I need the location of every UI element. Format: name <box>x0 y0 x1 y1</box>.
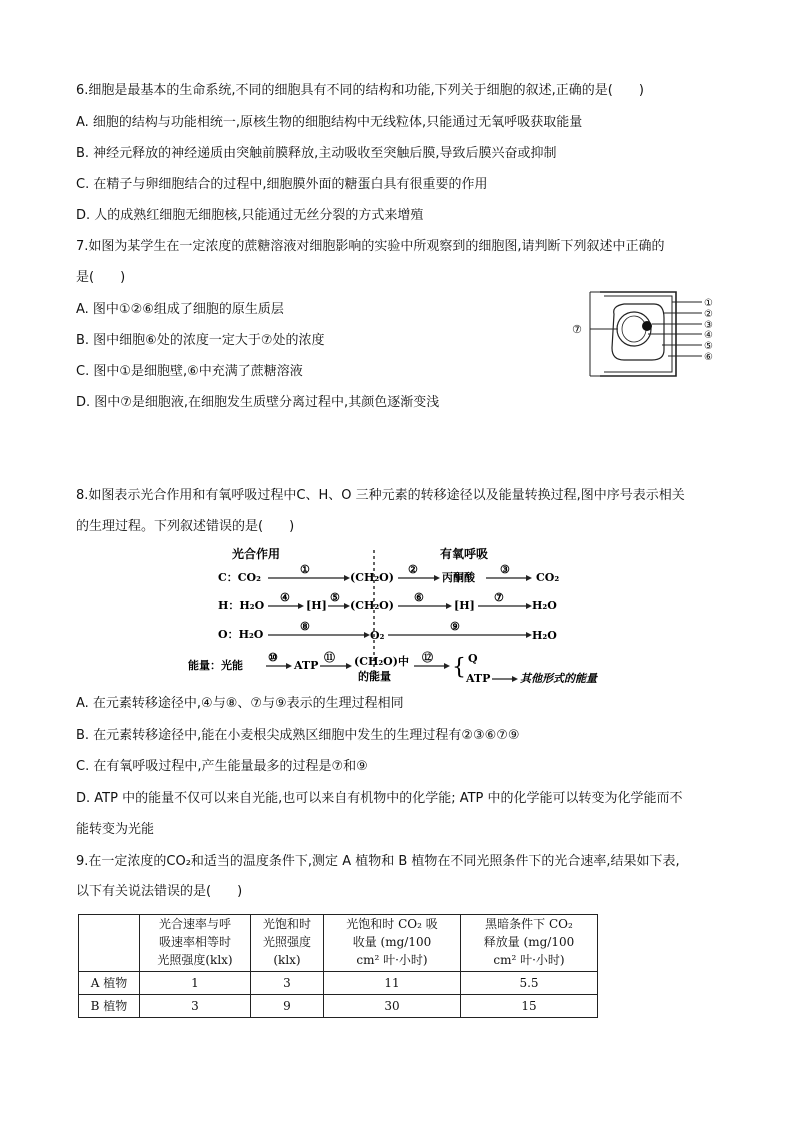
num-7: ⑦ <box>494 591 504 604</box>
q8-stem-line1: 8.如图表示光合作用和有氧呼吸过程中C、H、O 三种元素的转移途径以及能量转换过程,图中序号表示相关 <box>76 488 685 503</box>
q8-option-b: B. 在元素转移途径中,能在小麦根尖成熟区细胞中发生的生理过程有②③⑥⑦⑨ <box>76 728 520 743</box>
num-11: ⑪ <box>324 651 335 664</box>
cell-a-release: 5.5 <box>461 972 598 995</box>
q7-stem-line2: 是( ) <box>76 270 126 285</box>
label-7: ⑦ <box>572 323 582 336</box>
q6-option-a: A. 细胞的结构与功能相统一,原核生物的细胞结构中无线粒体,只能通过无氧呼吸获取能量 <box>76 115 583 130</box>
q8-stem-line2: 的生理过程。下列叙述错误的是( ) <box>76 519 295 534</box>
head-respiration: 有氧呼吸 <box>440 547 489 561</box>
h-h2o: H₂O <box>532 599 557 612</box>
q9-data-table <box>78 914 598 1018</box>
cell-b-comp: 3 <box>140 995 251 1018</box>
q6-option-d: D. 人的成熟红细胞无细胞核,只能通过无丝分裂的方式来增殖 <box>76 208 424 223</box>
q8-option-d: D. ATP 中的能量不仅可以来自光能,也可以来自有机物中的化学能; ATP 中的化学能可以转变为化学能而不 <box>76 791 683 806</box>
cell-a-sat: 3 <box>251 972 324 995</box>
cell-plasmolysis-figure <box>568 288 718 380</box>
o-o2: O₂ <box>370 629 385 642</box>
num-5: ⑤ <box>330 591 340 604</box>
h-h1: [H] <box>306 599 327 612</box>
num-10: ⑩ <box>268 651 278 664</box>
energy-atp2: ATP <box>466 672 491 685</box>
c-pyruvate: 丙酮酸 <box>442 571 475 584</box>
q8-option-d-cont: 能转变为光能 <box>76 822 155 837</box>
q8-option-c: C. 在有氧呼吸过程中,产生能量最多的过程是⑦和⑨ <box>76 759 368 774</box>
label-5: ⑤ <box>704 341 713 352</box>
q7-option-b: B. 图中细胞⑥处的浓度一定大于⑦处的浓度 <box>76 333 325 348</box>
cell-b-uptake: 30 <box>324 995 461 1018</box>
table-header-row <box>79 915 598 972</box>
energy-label: 能量：光能 <box>188 659 243 672</box>
q7-option-a: A. 图中①②⑥组成了细胞的原生质层 <box>76 302 284 317</box>
cell-plant-a: A 植物 <box>79 972 140 995</box>
c-ch2o: (CH₂O) <box>350 571 394 584</box>
cell-b-release: 15 <box>461 995 598 1018</box>
num-8: ⑧ <box>300 620 310 633</box>
adjacent-cell-wall <box>590 292 600 376</box>
q7-stem-line1: 7.如图为某学生在一定浓度的蔗糖溶液对细胞影响的实验中所观察到的细胞图,请判断下列叙述中正确的 <box>76 239 665 254</box>
q6-option-c: C. 在精子与卵细胞结合的过程中,细胞膜外面的糖蛋白具有很重要的作用 <box>76 177 488 192</box>
num-4: ④ <box>280 591 290 604</box>
table-row <box>79 972 598 995</box>
vacuole-inner <box>622 316 646 342</box>
num-3: ③ <box>500 563 510 576</box>
q9-stem-line1: 9.在一定浓度的CO₂和适当的温度条件下,测定 A 植物和 B 植物在不同光照条件下的光合速率,结果如下表, <box>76 854 680 869</box>
energy-atp: ATP <box>294 659 319 672</box>
cell-plant-b: B 植物 <box>79 995 140 1018</box>
num-1: ① <box>300 563 310 576</box>
row-o-label: O：H₂O <box>218 628 264 641</box>
energy-ch2o: (CH₂O)中 <box>354 655 409 668</box>
q7-option-d: D. 图中⑦是细胞液,在细胞发生质壁分离过程中,其颜色逐渐变浅 <box>76 395 440 410</box>
head-photosynthesis: 光合作用 <box>232 547 281 561</box>
row-c-label: C：CO₂ <box>218 571 261 584</box>
label-1: ① <box>704 298 713 309</box>
svg-text:{: { <box>452 655 466 680</box>
header-saturation-point: 光饱和时 光照强度 (klx) <box>251 915 324 972</box>
table-row <box>79 995 598 1018</box>
q6-stem: 6.细胞是最基本的生命系统,不同的细胞具有不同的结构和功能,下列关于细胞的叙述,正确的是( ) <box>76 83 644 98</box>
cell-b-sat: 9 <box>251 995 324 1018</box>
q9-stem-line2: 以下有关说法错误的是( ) <box>76 884 243 899</box>
num-2: ② <box>408 563 418 576</box>
num-9: ⑨ <box>450 620 460 633</box>
h-ch2o: (CH₂O) <box>350 599 394 612</box>
nucleus <box>642 321 652 331</box>
o-h2o: H₂O <box>532 629 557 642</box>
q6-option-b: B. 神经元释放的神经递质由突触前膜释放,主动吸收至突触后膜,导致后膜兴奋或抑制 <box>76 146 557 161</box>
label-6: ⑥ <box>704 352 713 363</box>
num-12: ⑫ <box>422 651 433 664</box>
header-compensation-point: 光合速率与呼 吸速率相等时 光照强度(klx) <box>140 915 251 972</box>
q8-option-a: A. 在元素转移途径中,④与⑧、⑦与⑨表示的生理过程相同 <box>76 696 404 711</box>
num-6: ⑥ <box>414 591 424 604</box>
label-2: ② <box>704 309 713 320</box>
label-3: ③ <box>704 320 713 331</box>
cell-a-comp: 1 <box>140 972 251 995</box>
h-h2: [H] <box>454 599 475 612</box>
element-transfer-diagram <box>186 542 636 692</box>
energy-ch2o-2: 的能量 <box>358 670 391 683</box>
header-co2-release: 黑暗条件下 CO₂ 释放量 (mg/100 cm² 叶·小时) <box>461 915 598 972</box>
header-co2-uptake: 光饱和时 CO₂ 吸 收量 (mg/100 cm² 叶·小时) <box>324 915 461 972</box>
cell-a-uptake: 11 <box>324 972 461 995</box>
q7-option-c: C. 图中①是细胞壁,⑥中充满了蔗糖溶液 <box>76 364 303 379</box>
energy-q: Q <box>468 652 478 665</box>
row-h-label: H：H₂O <box>218 599 265 612</box>
c-co2: CO₂ <box>536 571 560 584</box>
header-empty <box>79 915 140 972</box>
label-4: ④ <box>704 330 713 341</box>
energy-other: 其他形式的能量 <box>520 672 597 685</box>
